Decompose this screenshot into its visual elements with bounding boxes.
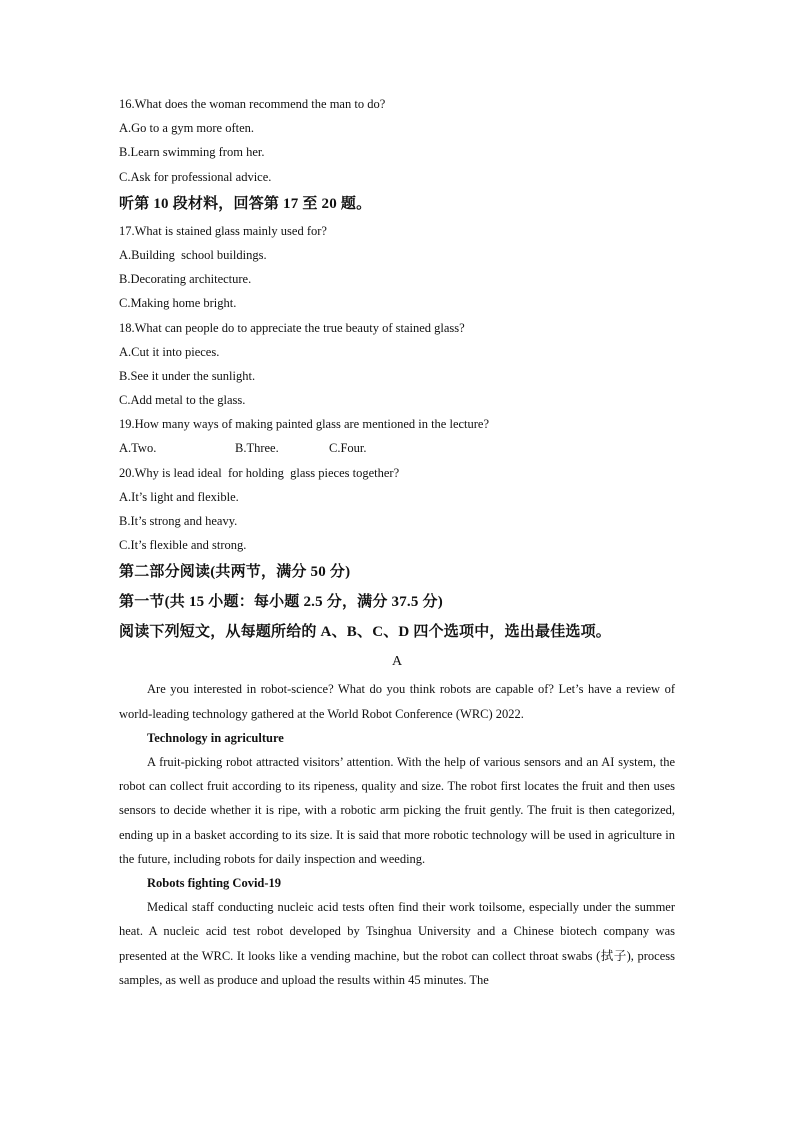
- option-20b: B.It’s strong and heavy.: [119, 514, 238, 528]
- passage-label: A: [391, 654, 403, 670]
- option-20c: C.It’s flexible and strong.: [119, 538, 247, 553]
- option-17c: C.Making home bright.: [119, 296, 237, 311]
- question-16: 16.What does the woman recommend the man to do?: [119, 97, 386, 111]
- passage-intro: Are you interested in robot-science? What do you think robots are capable of? Let’s have a review of world-leading technology gathered at the World Robot Conference (WRC) 2022.: [119, 682, 675, 721]
- question-20: 20.Why is lead ideal for holding glass pieces together?: [119, 465, 400, 480]
- section-10-heading: 听第 10 段材料，回答第 17 至 20 题。: [119, 195, 372, 212]
- passage-paragraph-covid: Medical staff conducting nucleic acid tests often find their work toilsome, especially under the summer heat. A nucleic acid test robot developed by Tsinghua University and a Chinese biotech company was presented at the WRC. It looks like a vending machine, but the robot can collect throat swabs (拭子), process samples, as well as produce and upload the results within 45 minutes. The: [119, 900, 675, 987]
- question-19: 19.How many ways of making painted glass are mentioned in the lecture?: [119, 417, 490, 432]
- option-16a: A.Go to a gym more often.: [119, 121, 255, 136]
- option-18a: A.Cut it into pieces.: [119, 344, 220, 359]
- option-16b: B.Learn swimming from her.: [119, 145, 265, 160]
- reading-part-heading: 第二部分阅读(共两节，满分 50 分): [119, 564, 351, 581]
- passage-paragraph-agriculture: A fruit-picking robot attracted visitors’ attention. With the help of various sensors and an AI system, the robot can collect fruit according to its ripeness, quality and size. The robot first locates the fruit and then uses sensors to decide whether it is ripe, with a robotic arm picking the fruit gently. The fruit is then categorized, ending up in a basket according to its size. It is said that more robotic technology will be used in agriculture in the future, including robots for daily inspection and weeding.: [119, 754, 675, 866]
- option-18c: C.Add metal to the glass.: [119, 393, 246, 408]
- option-19c: C.Four.: [329, 441, 367, 456]
- subheading-covid: Robots fighting Covid-19: [147, 875, 282, 890]
- subheading-agriculture: Technology in agriculture: [147, 730, 284, 745]
- question-18: 18.What can people do to appreciate the true beauty of stained glass?: [119, 320, 465, 335]
- reading-instruction: 阅读下列短文，从每题所给的 A、B、C、D 四个选项中，选出最佳选项。: [119, 624, 612, 641]
- option-19b: B.Three.: [235, 441, 279, 456]
- option-17a: A.Building school buildings.: [119, 247, 267, 262]
- document-page: [119, 92, 675, 992]
- question-17: 17.What is stained glass mainly used for?: [119, 223, 327, 238]
- option-19a: A.Two.: [119, 441, 157, 456]
- options-19: [119, 436, 675, 460]
- option-17b: B.Decorating architecture.: [119, 272, 252, 287]
- option-18b: B.See it under the sunlight.: [119, 368, 256, 383]
- reading-section-heading: 第一节(共 15 小题：每小题 2.5 分，满分 37.5 分): [119, 594, 443, 611]
- option-16c: C.Ask for professional advice.: [119, 169, 272, 184]
- option-20a: A.It’s light and flexible.: [119, 489, 239, 504]
